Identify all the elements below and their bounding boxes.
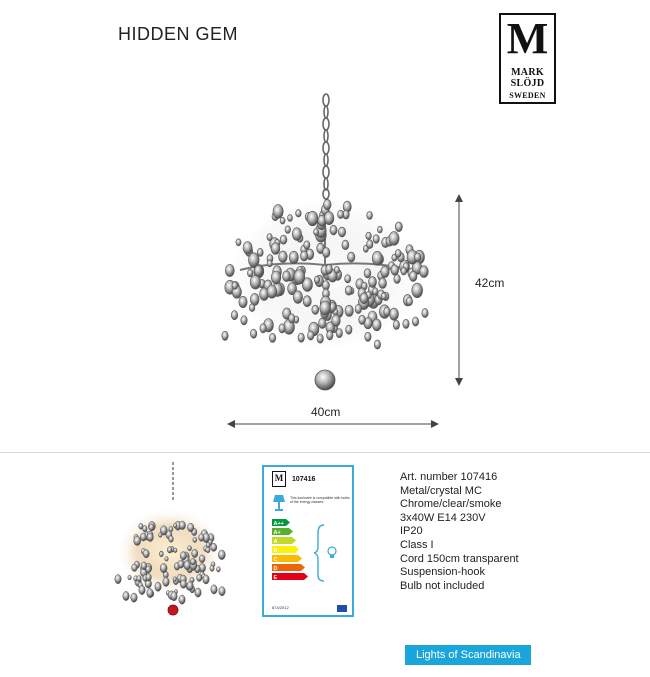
crystal-drop bbox=[372, 251, 382, 265]
height-dimension-line bbox=[452, 192, 466, 388]
crystal-drop bbox=[334, 266, 339, 273]
crystal-drop bbox=[159, 551, 163, 556]
crystal-drop bbox=[188, 523, 194, 532]
energy-compatibility-text: This luminaire is compatible with bulbs of the energy classes: bbox=[290, 496, 350, 505]
crystal-drop bbox=[285, 226, 291, 234]
logo-letter: M bbox=[506, 14, 549, 63]
crystal-drop bbox=[239, 296, 247, 307]
crystal-drop bbox=[179, 521, 185, 530]
spec-line: 3x40W E14 230V bbox=[400, 511, 486, 524]
crystal-drop bbox=[307, 211, 318, 226]
crystal-drop bbox=[134, 536, 141, 545]
crystal-drop bbox=[304, 241, 310, 249]
crystal-drop bbox=[366, 232, 372, 239]
crystal-drop bbox=[345, 305, 353, 316]
crystal-drop bbox=[165, 556, 169, 561]
crystal-drop bbox=[140, 533, 146, 541]
crystal-drop bbox=[381, 266, 390, 277]
crystal-drop bbox=[195, 588, 201, 597]
crystal-drop bbox=[364, 269, 371, 278]
crystal-drop bbox=[365, 332, 371, 341]
crystal-drop bbox=[422, 308, 428, 317]
crystal-drop bbox=[203, 575, 209, 584]
crystal-drop bbox=[269, 333, 275, 342]
crystal-drop bbox=[197, 574, 202, 581]
crystal-drop bbox=[271, 271, 281, 284]
spec-line: Bulb not included bbox=[400, 579, 485, 592]
crystal-drop bbox=[330, 225, 337, 235]
crystal-drop bbox=[296, 210, 302, 217]
crystal-drop bbox=[250, 293, 259, 305]
crystal-drop bbox=[179, 595, 185, 604]
crystal-drop bbox=[160, 526, 167, 535]
crystal-drop bbox=[231, 311, 237, 320]
crystal-drop bbox=[393, 320, 399, 329]
energy-class-scale bbox=[272, 519, 344, 585]
crystal-drop bbox=[146, 574, 152, 582]
crystal-drop bbox=[190, 558, 195, 565]
crystal-drop bbox=[294, 270, 305, 285]
crystal-drop bbox=[267, 285, 277, 298]
crystal-drop bbox=[289, 251, 298, 263]
crystal-drop bbox=[377, 226, 382, 233]
crystal-drop bbox=[132, 564, 138, 572]
crystal-drop bbox=[322, 281, 329, 291]
specifications-list bbox=[400, 471, 519, 593]
crystal-drop bbox=[308, 331, 314, 340]
crystal-drop bbox=[267, 260, 272, 267]
crystal-drop bbox=[193, 537, 197, 542]
crystal-drop bbox=[115, 575, 121, 584]
width-label: 40cm bbox=[311, 405, 341, 419]
crystal-drop bbox=[163, 577, 169, 586]
crystal-drop bbox=[355, 304, 361, 313]
spec-line: Art. number 107416 bbox=[400, 471, 498, 483]
crystal-drop bbox=[249, 304, 255, 312]
crystal-drop bbox=[232, 282, 238, 290]
crystal-drop bbox=[320, 301, 331, 315]
footer-tagline-band bbox=[405, 645, 531, 665]
crystal-drop bbox=[180, 552, 186, 560]
crystal-drop bbox=[420, 266, 429, 278]
energy-class-label: D bbox=[273, 565, 278, 572]
footer-tagline: Lights of Scandinavia bbox=[416, 649, 521, 661]
crystal-drop bbox=[143, 526, 148, 532]
crystal-drop bbox=[412, 283, 423, 298]
crystal-drop bbox=[348, 252, 355, 262]
crystal-drop bbox=[243, 242, 252, 254]
crystal-drop bbox=[324, 199, 332, 209]
energy-class-label: A++ bbox=[273, 520, 284, 527]
crystal-drop bbox=[367, 240, 373, 249]
energy-label-article-number: 107416 bbox=[292, 476, 316, 483]
logo-line-3: SWEDEN bbox=[509, 91, 546, 100]
crystal-drop bbox=[254, 265, 262, 276]
crystal-drop bbox=[373, 235, 379, 244]
crystal-drop bbox=[146, 566, 151, 573]
crystal-drop bbox=[260, 324, 266, 333]
energy-label bbox=[262, 465, 354, 617]
crystal-drop bbox=[374, 340, 380, 349]
crystal-drop bbox=[139, 585, 145, 594]
crystal-drop bbox=[167, 547, 172, 553]
crystal-drop bbox=[225, 264, 234, 276]
energy-class-label: B bbox=[273, 547, 278, 554]
crystal-drop bbox=[123, 591, 129, 600]
crystal-drop bbox=[379, 278, 387, 289]
crystal-drop bbox=[250, 329, 256, 338]
crystal-drop bbox=[211, 585, 217, 594]
crystal-drop bbox=[147, 533, 153, 542]
crystal-drop bbox=[222, 331, 228, 340]
energy-class-label: A bbox=[273, 538, 278, 545]
crystal-drop bbox=[169, 536, 174, 543]
width-dimension-line bbox=[225, 418, 441, 430]
crystal-drop bbox=[247, 269, 253, 277]
crystal-drop bbox=[143, 550, 149, 558]
crystal-drop bbox=[314, 229, 319, 236]
crystal-drop bbox=[319, 318, 327, 328]
crystal-drop bbox=[216, 567, 220, 572]
crystal-drop bbox=[280, 217, 285, 224]
crystal-drop bbox=[359, 315, 366, 324]
crystal-drop bbox=[236, 239, 241, 246]
eu-flag-icon bbox=[337, 605, 347, 612]
bulb-icon bbox=[328, 547, 336, 558]
energy-class-bar bbox=[272, 573, 308, 580]
crystal-drop bbox=[128, 575, 132, 580]
crystal-drop bbox=[273, 205, 283, 219]
crystal-drop bbox=[403, 319, 409, 328]
crystal-drop bbox=[131, 593, 137, 602]
crystal-drop bbox=[395, 222, 402, 232]
energy-class-label: C bbox=[273, 556, 278, 563]
spec-line: Class I bbox=[400, 538, 434, 551]
crystal-drop bbox=[249, 253, 260, 267]
section-divider bbox=[0, 452, 650, 453]
crystal-drop bbox=[401, 267, 407, 275]
crystal-drop bbox=[390, 308, 399, 320]
crystal-drop bbox=[155, 582, 161, 591]
crystal-drop bbox=[279, 251, 288, 263]
crystal-drop bbox=[292, 228, 301, 241]
crystal-drop bbox=[210, 565, 214, 571]
crystal-drop bbox=[345, 275, 351, 283]
crystal-drop bbox=[298, 333, 304, 342]
crystal-drop bbox=[219, 587, 225, 596]
crystal-drop bbox=[346, 325, 352, 334]
spec-line: Metal/crystal MC bbox=[400, 484, 482, 497]
crystal-drop bbox=[288, 215, 293, 222]
crystal-drop bbox=[211, 543, 217, 551]
crystal-drop bbox=[391, 265, 399, 275]
crystal-drop bbox=[409, 271, 417, 281]
crystal-drop bbox=[279, 324, 285, 333]
crystal-drop bbox=[137, 576, 142, 582]
crystal-drop bbox=[171, 592, 177, 601]
crystal-drop bbox=[250, 275, 260, 289]
crystal-drop bbox=[323, 248, 330, 258]
crystal-drop bbox=[342, 240, 349, 250]
crystal-drop bbox=[271, 243, 280, 255]
crystal-drop bbox=[289, 314, 295, 323]
crystal-drop bbox=[373, 288, 378, 295]
height-label: 42cm bbox=[475, 276, 505, 290]
crystal-drop bbox=[395, 249, 401, 257]
crystal-drop bbox=[180, 580, 186, 588]
logo-line-1: MARK bbox=[511, 67, 544, 78]
crystal-drop bbox=[188, 546, 192, 551]
crystal-drop bbox=[160, 563, 167, 572]
crystal-drop bbox=[367, 211, 373, 219]
crystal-drop bbox=[293, 291, 302, 304]
crystal-drop bbox=[384, 307, 390, 316]
chandelier-image bbox=[200, 90, 450, 405]
product-title: HIDDEN GEM bbox=[118, 24, 239, 44]
crystal-drop bbox=[317, 334, 323, 343]
energy-regulation: 874/2012 bbox=[272, 605, 289, 610]
crystal-drop bbox=[174, 548, 177, 553]
crystal-drop bbox=[412, 317, 418, 326]
energy-label-logo: M bbox=[272, 471, 286, 487]
crystal-drop bbox=[303, 296, 311, 307]
crystal-drop bbox=[389, 232, 399, 246]
crystal-drop bbox=[381, 293, 386, 300]
crystal-drop bbox=[300, 251, 307, 261]
crystal-drop bbox=[147, 589, 153, 598]
crystal-drop bbox=[173, 577, 176, 582]
crystal-drop bbox=[199, 534, 205, 542]
logo-line-2: SLÖJD bbox=[510, 78, 545, 89]
crystal-drop bbox=[360, 293, 368, 304]
crystal-drop bbox=[414, 253, 420, 262]
crystal-drop bbox=[372, 319, 381, 331]
crystal-drop bbox=[283, 271, 291, 282]
crystal-drop bbox=[187, 581, 193, 590]
crystal-drop bbox=[280, 235, 287, 244]
crystal-drop bbox=[314, 276, 319, 283]
crystal-drop bbox=[199, 555, 205, 563]
brand-logo bbox=[499, 13, 556, 104]
crystal-drop bbox=[184, 561, 191, 570]
crystal-drop bbox=[338, 210, 344, 218]
crystal-drop bbox=[336, 329, 342, 338]
crystal-drop bbox=[206, 542, 210, 547]
spec-line: Chrome/clear/smoke bbox=[400, 498, 502, 511]
lamp-icon bbox=[272, 493, 286, 513]
energy-class-label: E bbox=[273, 574, 278, 581]
crystal-drop bbox=[324, 212, 334, 225]
crystal-drop bbox=[338, 227, 345, 237]
crystal-drop bbox=[406, 297, 412, 306]
crystal-drop bbox=[241, 316, 247, 325]
crystal-drop bbox=[394, 275, 401, 284]
crystal-drop bbox=[192, 549, 198, 557]
spec-line: IP20 bbox=[400, 525, 423, 538]
spec-line: Cord 150cm transparent bbox=[400, 552, 519, 565]
crystal-drop bbox=[345, 286, 352, 295]
crystal-drop bbox=[173, 523, 177, 528]
crystal-drop bbox=[326, 264, 333, 273]
crystal-drop bbox=[149, 524, 154, 531]
crystal-drop bbox=[218, 550, 225, 560]
crystal-drop bbox=[312, 305, 319, 314]
chandelier-photo bbox=[108, 462, 238, 620]
crystal-drop bbox=[327, 331, 333, 340]
crystal-drop bbox=[178, 560, 184, 568]
crystal-drop bbox=[332, 315, 341, 327]
energy-class-label: A+ bbox=[273, 529, 281, 536]
crystal-drop bbox=[369, 277, 377, 288]
crystal-drop bbox=[267, 234, 272, 241]
spec-line: Suspension-hook bbox=[400, 566, 486, 579]
